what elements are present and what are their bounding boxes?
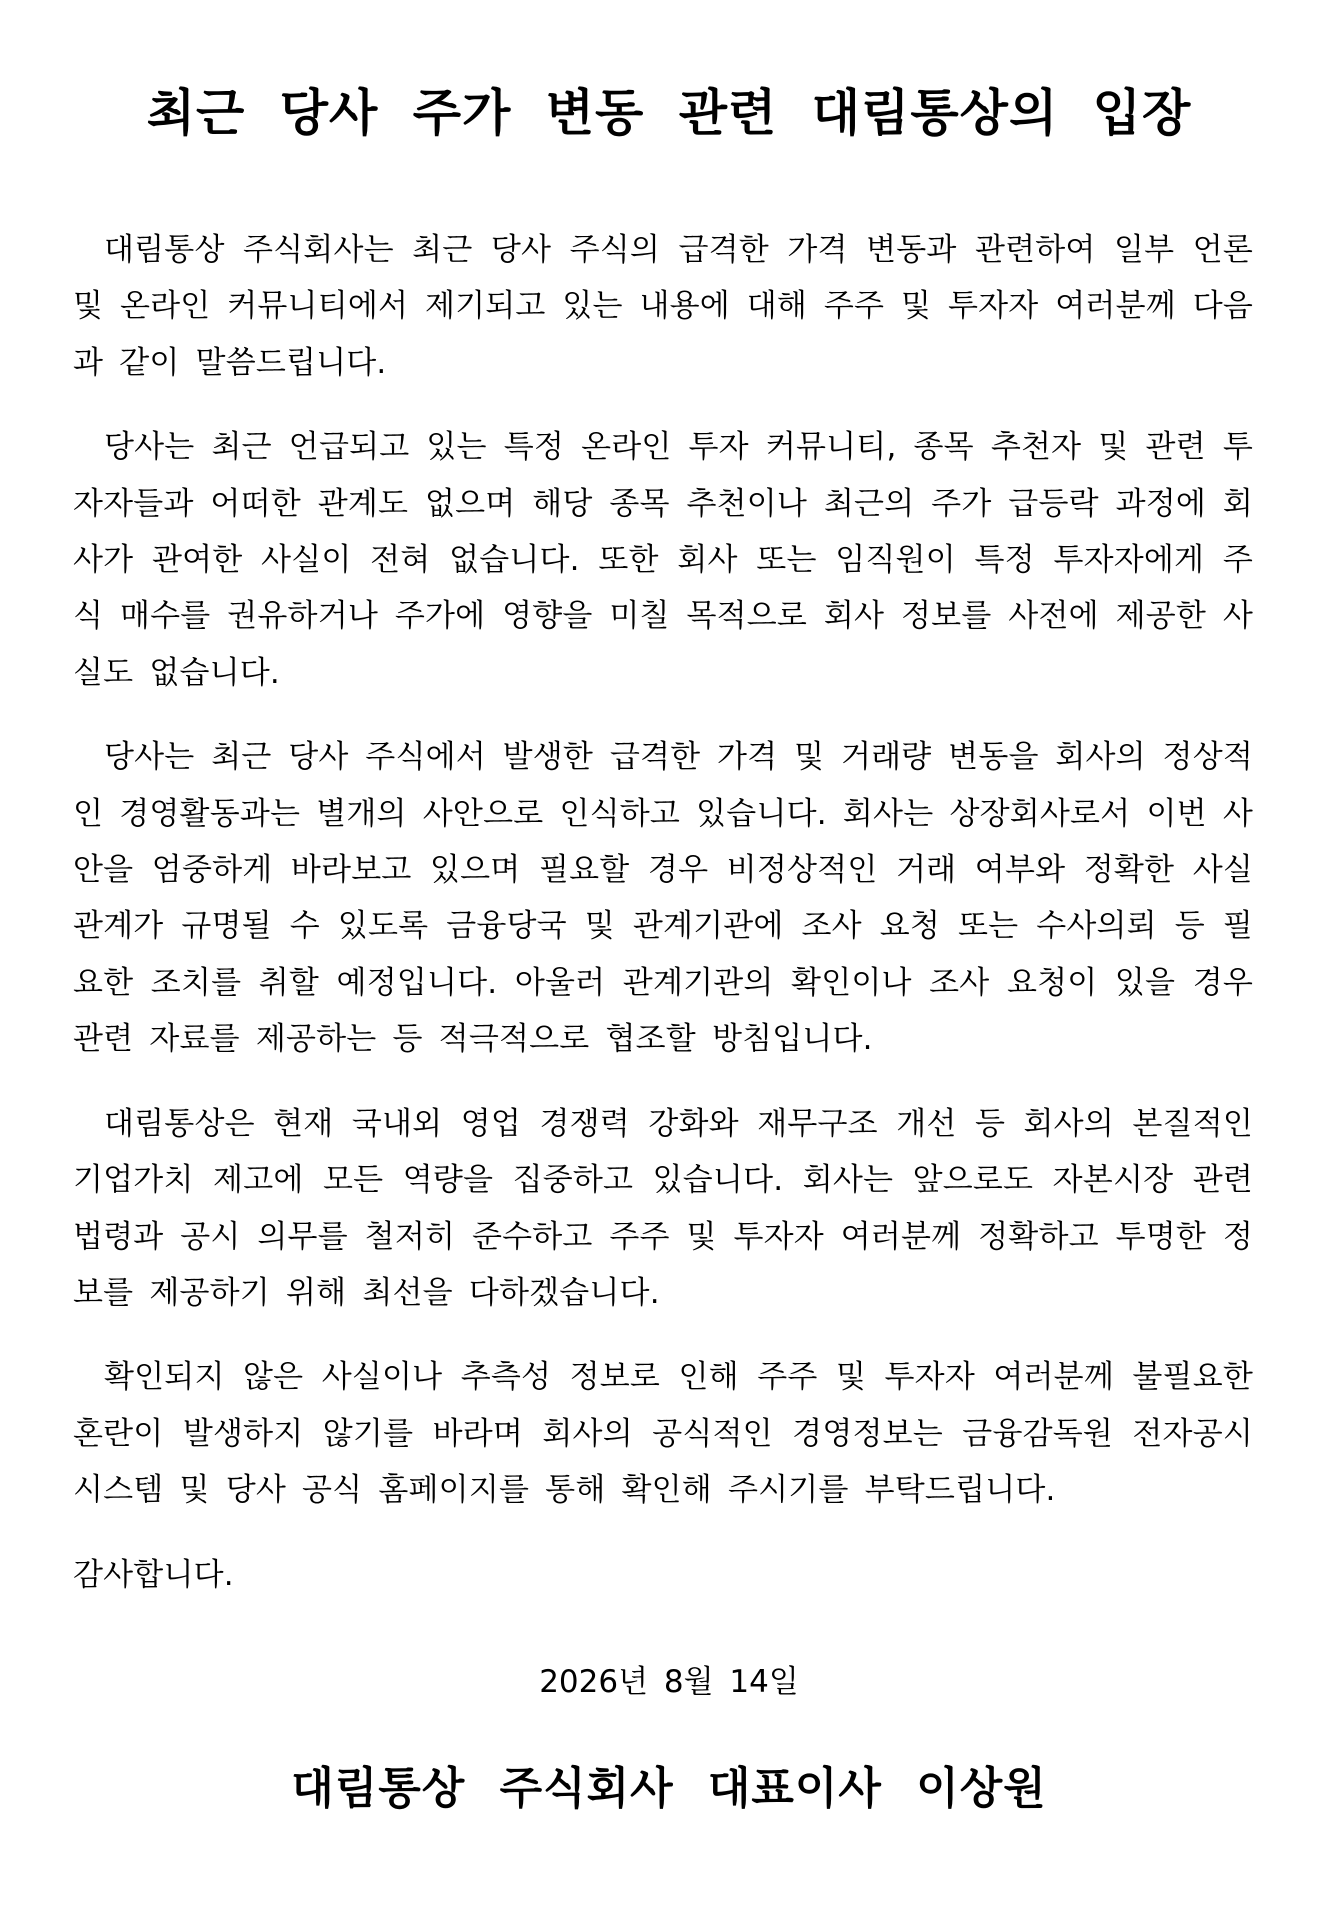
closing-text: 감사합니다. bbox=[73, 1556, 234, 1593]
paragraph-business-focus: 대림통상은 현재 국내외 영업 경쟁력 강화와 재무구조 개선 등 회사의 본질적인 기업가치 제고에 모든 역량을 집중하고 있습니다. 회사는 앞으로도 자본시장 관련 법령과 공시 의무를 철저히 준수하고 주주 및 투자자 여러분께 정확하고 투명한 정보를 제공하기 위해 최선을 다하겠습니다. bbox=[73, 1105, 1253, 1311]
paragraph-no-involvement: 당사는 최근 언급되고 있는 특정 온라인 투자 커뮤니티, 종목 추천자 및 관련 투자자들과 어떠한 관계도 없으며 해당 종목 추천이나 최근의 주가 급등락 과정에 회사가 관여한 사실이 전혀 없습니다. 또한 회사 또는 임직원이 특정 투자자에게 주식 매수를 권유하거나 주가에 영향을 미칠 목적으로 회사 정보를 사전에 제공한 사실도 없습니다. bbox=[73, 429, 1253, 691]
document-body bbox=[73, 222, 1253, 1603]
signature: 대림통상 주식회사 대표이사 이상원 bbox=[291, 1763, 1047, 1814]
paragraph-intro: 대림통상 주식회사는 최근 당사 주식의 급격한 가격 변동과 관련하여 일부 언론 및 온라인 커뮤니티에서 제기되고 있는 내용에 대해 주주 및 투자자 여러분께 다음과 같이 말씀드립니다. bbox=[73, 232, 1253, 381]
paragraph-investigation: 당사는 최근 당사 주식에서 발생한 급격한 가격 및 거래량 변동을 회사의 정상적인 경영활동과는 별개의 사안으로 인식하고 있습니다. 회사는 상장회사로서 이번 사안을 엄중하게 바라보고 있으며 필요할 경우 비정상적인 거래 여부와 정확한 사실관계가 규명될 수 있도록 금융당국 및 관계기관에 조사 요청 또는 수사의뢰 등 필요한 조치를 취할 예정입니다. 아울러 관계기관의 확인이나 조사 요청이 있을 경우 관련 자료를 제공하는 등 적극적으로 협조할 방침입니다. bbox=[73, 739, 1253, 1058]
document-title: 최근 당사 주가 변동 관련 대림통상의 입장 bbox=[146, 84, 1192, 142]
document-date: 2026년 8월 14일 bbox=[539, 1664, 799, 1700]
paragraph-request: 확인되지 않은 사실이나 추측성 정보로 인해 주주 및 투자자 여러분께 불필요한 혼란이 발생하지 않기를 바라며 회사의 공식적인 경영정보는 금융감독원 전자공시시스템 및 당사 공식 홈페이지를 통해 확인해 주시기를 부탁드립니다. bbox=[73, 1359, 1253, 1509]
